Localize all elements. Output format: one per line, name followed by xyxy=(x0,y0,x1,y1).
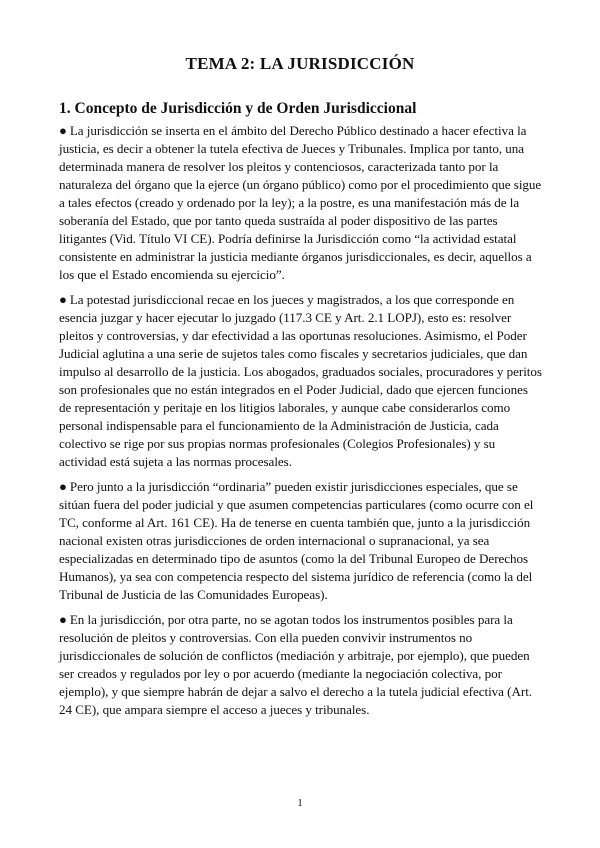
bullet-icon: ● xyxy=(59,479,67,494)
paragraph-text: La potestad jurisdiccional recae en los jueces y magistrados, a los que corresponde en esencia juzgar y hacer ejecutar lo juzgado (117.3 CE y Art. 2.1 LOPJ), esto es: resolver pleitos y controversias, y dar efectividad a las oportunas resoluciones. Asimismo, el Poder Judicial aglutina a una serie de sujetos tales como fiscales y secretarios judiciales, que dan impulso al desarrollo de la justicia. Los abogados, graduados sociales, procuradores y peritos son profesionales que no están integrados en el Poder Judicial, dado que ejercen funciones de representación y peritaje en los litigios laborales, y aunque cabe considerarlos como personal indispensable para el funcionamiento de la Administración de Justicia, cada colectivo se rige por sus propias normas profesionales (Colegios Profesionales) y su actividad está sujeta a las normas procesales. xyxy=(59,292,542,469)
page-number: 1 xyxy=(297,797,303,809)
bullet-icon: ● xyxy=(59,612,67,627)
bullet-icon: ● xyxy=(59,123,67,138)
paragraph xyxy=(59,291,542,471)
paragraph-text: Pero junto a la jurisdicción “ordinaria” pueden existir jurisdicciones especiales, que se sitúan fuera del poder judicial y que asumen competencias particulares (como ocurre con el TC, conforme al Art. 161 CE). Ha de tenerse en cuenta también que, junto a la jurisdicción nacional existen otras jurisdicciones de orden internacional o supranacional, ya sea especializadas en determinado tipo de asuntos (como la del Tribunal Europeo de Derechos Humanos), ya sea con competencia respecto del sistema jurídico de referencia (como la del Tribunal de Justicia de las Comunidades Europeas). xyxy=(59,479,534,602)
bullet-icon: ● xyxy=(59,292,67,307)
paragraph xyxy=(59,611,542,719)
paragraph-text: La jurisdicción se inserta en el ámbito del Derecho Público destinado a hacer efectiva la justicia, es decir a obtener la tutela efectiva de Jueces y Tribunales. Implica por tanto, una determinada manera de resolver los pleitos y contenciosos, caracterizada tanto por la naturaleza del órgano que la ejerce (un órgano público) como por el procedimiento que sigue a tales efectos (creado y ordenado por la ley); a la postre, es una manifestación más de la soberanía del Estado, que por tanto queda sustraída al poder dispositivo de las partes litigantes (Vid. Título VI CE). Podría definirse la Jurisdicción como “la actividad estatal consistente en administrar la justicia mediante órganos jurisdiccionales, es decir, aquellos a los que el Estado encomienda su ejercicio”. xyxy=(59,123,542,282)
paragraph xyxy=(59,122,542,284)
section-heading: 1. Concepto de Jurisdicción y de Orden Jurisdiccional xyxy=(59,100,417,117)
paragraph-text: En la jurisdicción, por otra parte, no se agotan todos los instrumentos posibles para la resolución de pleitos y controversias. Con ella pueden convivir instrumentos no jurisdiccionales de solución de conflictos (mediación y arbitraje, por ejemplo), que pueden ser creados y regulados por ley o por acuerdo (mediante la negociación colectiva, por ejemplo), y que siempre habrán de dejar a salvo el derecho a la tutela judicial efectiva (Art. 24 CE), que ampara siempre el acceso a jueces y tribunales. xyxy=(59,612,533,717)
document-body xyxy=(59,122,542,726)
page-title: TEMA 2: LA JURISDICCIÓN xyxy=(185,54,415,73)
paragraph xyxy=(59,478,542,604)
